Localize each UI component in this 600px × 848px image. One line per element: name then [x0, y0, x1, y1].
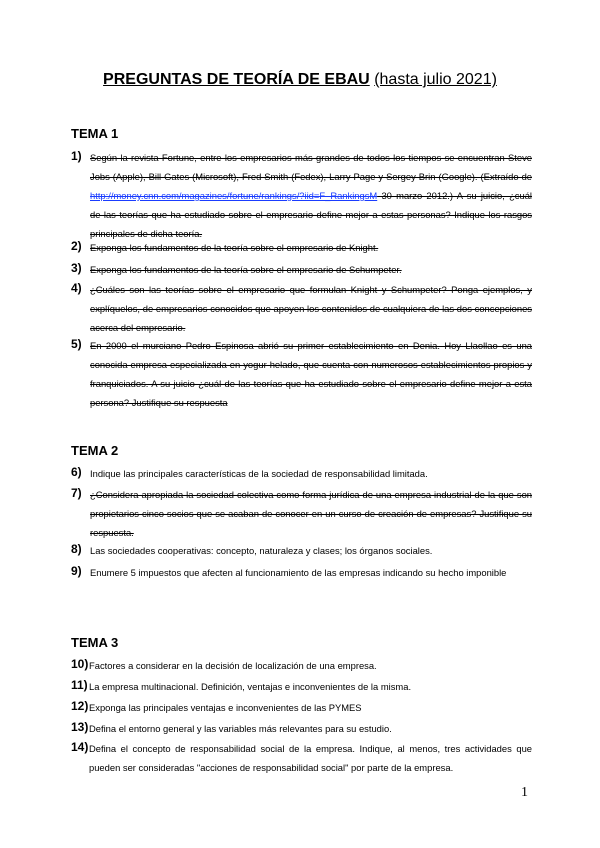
question-11	[71, 677, 532, 696]
title-main: PREGUNTAS DE TEORÍA DE EBAU	[103, 71, 370, 88]
question-number: 1)	[71, 149, 82, 163]
question-number: 11)	[71, 678, 88, 692]
title-sub: (hasta julio 2021)	[374, 71, 497, 88]
section-heading-tema-1: TEMA 1	[71, 126, 119, 141]
question-text: En 2000 el murciano Pedro Espinosa abrió su primer establecimiento en Denia. Hoy Llaollao es una conocida empresa especializada en yogur helado, que cuenta con numerosos establecimientos propios y franquiciados. A su juicio ¿cuál de las teorías que ha estudiado sobre el empresario define mejor a esta persona? Justifique su respuesta	[90, 340, 532, 408]
question-number: 2)	[71, 239, 82, 253]
question-4	[71, 280, 532, 337]
question-text-part: 30 marzo 2012.) A su juicio, ¿cuál de las teorías que ha estudiado sobre el empresario define mejor a estas personas? Indique los rasgos principales de dicha teoría.	[90, 190, 532, 239]
question-text: Exponga los fundamentos de la teoría sobre el empresario de Schumpeter.	[90, 264, 402, 275]
question-text: ¿Considera apropiada la sociedad colectiva como forma jurídica de una empresa industrial de la que son propietarios cinco socios que se acaban de conocer en un curso de creación de empresas? Justifique su respuesta.	[90, 489, 532, 538]
question-text: Las sociedades cooperativas: concepto, naturaleza y clases; los órganos sociales.	[90, 545, 433, 556]
question-number: 4)	[71, 281, 82, 295]
section-heading-tema-3: TEMA 3	[71, 635, 119, 650]
page-title	[0, 70, 600, 90]
question-text: Exponga las principales ventajas e inconvenientes de las PYMES	[89, 702, 362, 713]
question-3	[71, 260, 532, 279]
question-text: Exponga los fundamentos de la teoría sobre el empresario de Knight.	[90, 242, 379, 253]
question-number: 14)	[71, 740, 89, 754]
question-8	[71, 541, 532, 560]
page-number: 1	[521, 785, 528, 800]
question-7	[71, 485, 532, 542]
question-number: 7)	[71, 486, 82, 500]
question-number: 13)	[71, 720, 89, 734]
question-13	[71, 719, 532, 738]
question-number: 12)	[71, 699, 89, 713]
question-10	[71, 656, 532, 675]
question-12	[71, 698, 532, 717]
question-text: Enumere 5 impuestos que afecten al funcionamiento de las empresas indicando su hecho imponible	[90, 567, 507, 578]
question-text	[90, 148, 532, 243]
question-6	[71, 464, 532, 483]
question-5	[71, 336, 532, 412]
question-text: Defina el entorno general y las variables más relevantes para su estudio.	[89, 723, 392, 734]
question-number: 5)	[71, 337, 82, 351]
question-text: Factores a considerar en la decisión de localización de una empresa.	[89, 660, 377, 671]
question-2	[71, 238, 532, 257]
question-number: 6)	[71, 465, 82, 479]
question-text-part: Según la revista Fortune, entre los empresarios más grandes de todos los tiempos se encuentran Steve Jobs (Apple), Bill Gates (Microsoft), Fred Smith (Fedex), Larry Page y Sergey Brin (Google). (Extraído de	[90, 152, 532, 182]
section-heading-tema-2: TEMA 2	[71, 443, 119, 458]
question-number: 8)	[71, 542, 82, 556]
question-9	[71, 563, 532, 582]
question-1	[71, 148, 532, 243]
question-number: 9)	[71, 564, 82, 578]
question-number: 10)	[71, 657, 89, 671]
fortune-ranking-link[interactable]: http://money.cnn.com/magazines/fortune/rankings/?iid=F_RankingsM	[90, 190, 378, 201]
question-text: ¿Cuáles son las teorías sobre el empresario que formulan Knight y Schumpeter? Ponga ejemplos, y explíquelos, de empresarios conocidos que apoyen los contenidos de cualquiera de las dos concepciones acerca del empresario.	[90, 284, 532, 333]
question-14	[71, 739, 532, 777]
question-text: Indique las principales características de la sociedad de responsabilidad limitada.	[90, 468, 428, 479]
question-number: 3)	[71, 261, 82, 275]
question-text: La empresa multinacional. Definición, ventajas e inconvenientes de la misma.	[89, 681, 412, 692]
question-text: Defina el concepto de responsabilidad social de la empresa. Indique, al menos, tres actividades que pueden ser consideradas "acciones de responsabilidad social" por parte de la empresa.	[89, 743, 532, 773]
